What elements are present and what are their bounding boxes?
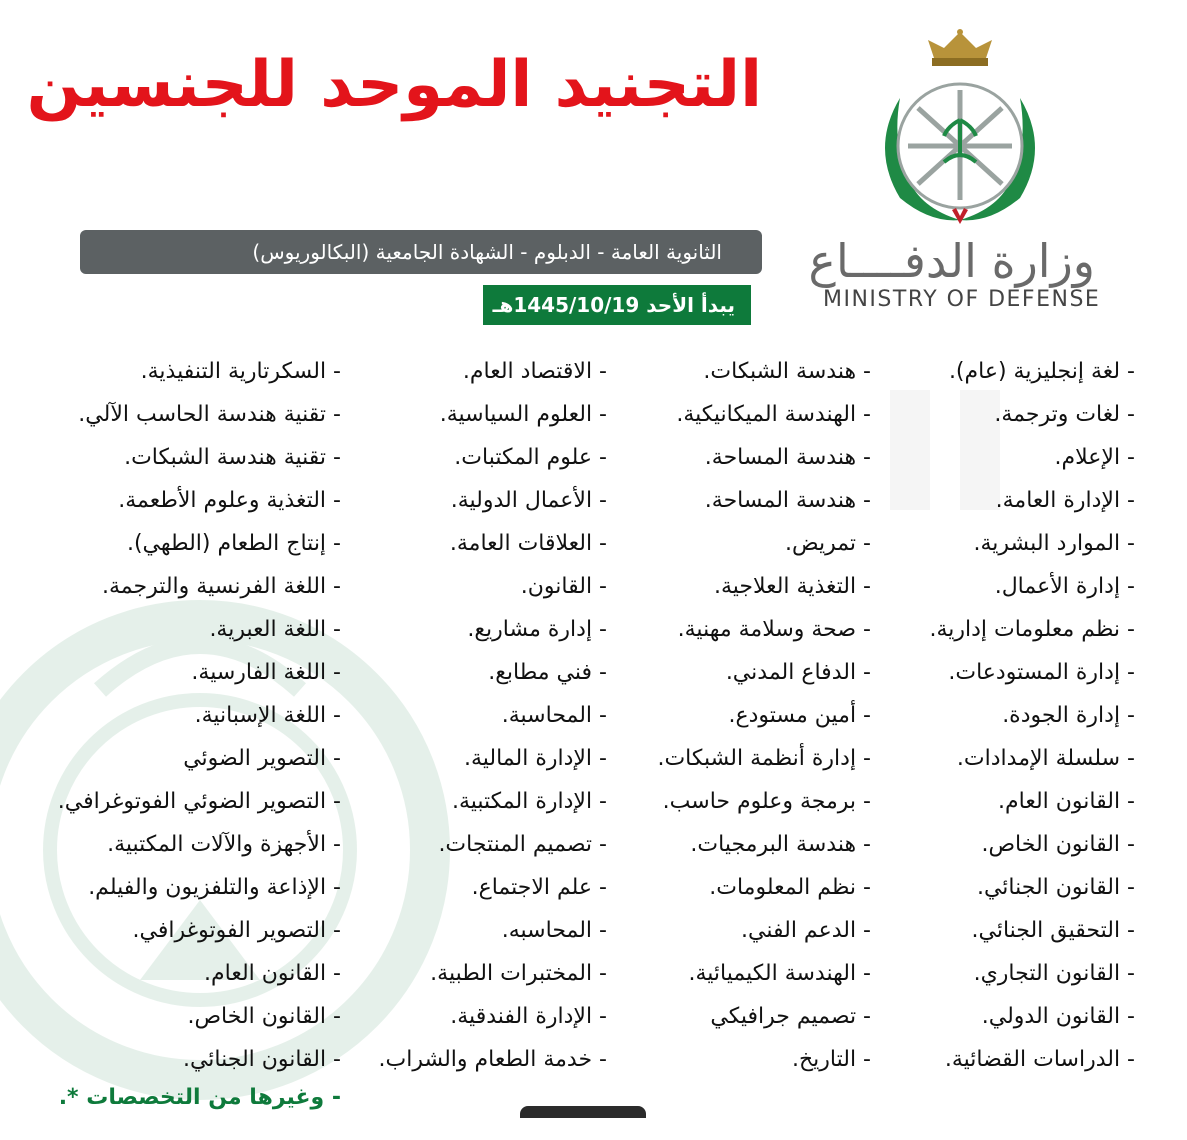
list-item: - المحاسبه. — [379, 909, 607, 952]
list-item: - القانون العام. — [58, 952, 341, 995]
bottom-tab-edge — [520, 1106, 646, 1118]
list-item: - الموارد البشرية. — [929, 522, 1135, 565]
list-item: - المختبرات الطبية. — [379, 952, 607, 995]
list-item: - برمجة وعلوم حاسب. — [657, 780, 871, 823]
specializations-column-1 — [929, 350, 1135, 1081]
start-date-badge — [483, 285, 751, 325]
list-item: - هندسة المساحة. — [657, 479, 871, 522]
list-item: - الإعلام. — [929, 436, 1135, 479]
list-item: - تمريض. — [657, 522, 871, 565]
list-item: - الهندسة الكيميائية. — [657, 952, 871, 995]
list-item: - إدارة الجودة. — [929, 694, 1135, 737]
list-item: - القانون التجاري. — [929, 952, 1135, 995]
list-item: - الاقتصاد العام. — [379, 350, 607, 393]
list-item: - إدارة المستودعات. — [929, 651, 1135, 694]
list-item: - لغة إنجليزية (عام). — [929, 350, 1135, 393]
list-item: - التصوير الضوئي الفوتوغرافي. — [58, 780, 341, 823]
list-item: - العلاقات العامة. — [379, 522, 607, 565]
list-item: - القانون العام. — [929, 780, 1135, 823]
ministry-of-defense-emblem — [860, 28, 1060, 238]
education-levels-banner — [80, 230, 762, 274]
list-item: - الإدارة العامة. — [929, 479, 1135, 522]
start-date-text: يبدأ الأحد 1445/10/19هـ — [492, 293, 735, 317]
list-item: - إدارة مشاريع. — [379, 608, 607, 651]
list-item: - اللغة الفارسية. — [58, 651, 341, 694]
crown-icon — [928, 29, 992, 66]
list-item: - لغات وترجمة. — [929, 393, 1135, 436]
list-item: - الإدارة الفندقية. — [379, 995, 607, 1038]
list-item: - هندسة الشبكات. — [657, 350, 871, 393]
list-item: - علم الاجتماع. — [379, 866, 607, 909]
list-item: - إدارة الأعمال. — [929, 565, 1135, 608]
specializations-column-2 — [657, 350, 871, 1081]
red-ribbon-icon — [952, 208, 968, 224]
list-item: - السكرتارية التنفيذية. — [58, 350, 341, 393]
list-item: - تقنية هندسة الحاسب الآلي. — [58, 393, 341, 436]
list-item: - فني مطابع. — [379, 651, 607, 694]
list-item: - تصميم المنتجات. — [379, 823, 607, 866]
list-item: - الأعمال الدولية. — [379, 479, 607, 522]
list-item: - تصميم جرافيكي — [657, 995, 871, 1038]
list-item: - خدمة الطعام والشراب. — [379, 1038, 607, 1081]
list-item: - التصوير الضوئي — [58, 737, 341, 780]
specializations-column-4 — [58, 350, 341, 1081]
list-item: - التصوير الفوتوغرافي. — [58, 909, 341, 952]
list-item: - الإدارة المكتبية. — [379, 780, 607, 823]
list-item: - القانون الجنائي. — [929, 866, 1135, 909]
list-item: - سلسلة الإمدادات. — [929, 737, 1135, 780]
list-item: - الإذاعة والتلفزيون والفيلم. — [58, 866, 341, 909]
list-item: - التاريخ. — [657, 1038, 871, 1081]
list-item: - القانون. — [379, 565, 607, 608]
list-item: - نظم المعلومات. — [657, 866, 871, 909]
list-item: - اللغة الإسبانية. — [58, 694, 341, 737]
list-item: - نظم معلومات إدارية. — [929, 608, 1135, 651]
list-item: - الهندسة الميكانيكية. — [657, 393, 871, 436]
specializations-column-3 — [379, 350, 607, 1081]
education-levels-text: الثانوية العامة - الدبلوم - الشهادة الجامعية (البكالوريوس) — [252, 240, 722, 264]
list-item: - التغذية العلاجية. — [657, 565, 871, 608]
list-item: - القانون الدولي. — [929, 995, 1135, 1038]
ministry-name-english: MINISTRY OF DEFENSE — [823, 287, 1101, 312]
list-item: - العلوم السياسية. — [379, 393, 607, 436]
other-specializations-note: - وغيرها من التخصصات *. — [59, 1085, 341, 1110]
list-item: - القانون الخاص. — [929, 823, 1135, 866]
list-item: - أمين مستودع. — [657, 694, 871, 737]
list-item: - اللغة العبرية. — [58, 608, 341, 651]
list-item: - إدارة أنظمة الشبكات. — [657, 737, 871, 780]
list-item: - الأجهزة والآلات المكتبية. — [58, 823, 341, 866]
list-item: - هندسة البرمجيات. — [657, 823, 871, 866]
list-item: - الدعم الفني. — [657, 909, 871, 952]
list-item: - إنتاج الطعام (الطهي). — [58, 522, 341, 565]
list-item: - الدراسات القضائية. — [929, 1038, 1135, 1081]
list-item: - المحاسبة. — [379, 694, 607, 737]
list-item: - علوم المكتبات. — [379, 436, 607, 479]
list-item: - الدفاع المدني. — [657, 651, 871, 694]
ministry-name-arabic: وزارة الدفــــاع — [808, 234, 1095, 288]
page-title: التجنيد الموحد للجنسين — [26, 48, 762, 122]
list-item: - التحقيق الجنائي. — [929, 909, 1135, 952]
list-item: - القانون الخاص. — [58, 995, 341, 1038]
list-item: - القانون الجنائي. — [58, 1038, 341, 1081]
list-item: - الإدارة المالية. — [379, 737, 607, 780]
list-item: - هندسة المساحة. — [657, 436, 871, 479]
list-item: - اللغة الفرنسية والترجمة. — [58, 565, 341, 608]
list-item: - التغذية وعلوم الأطعمة. — [58, 479, 341, 522]
list-item: - تقنية هندسة الشبكات. — [58, 436, 341, 479]
list-item: - صحة وسلامة مهنية. — [657, 608, 871, 651]
